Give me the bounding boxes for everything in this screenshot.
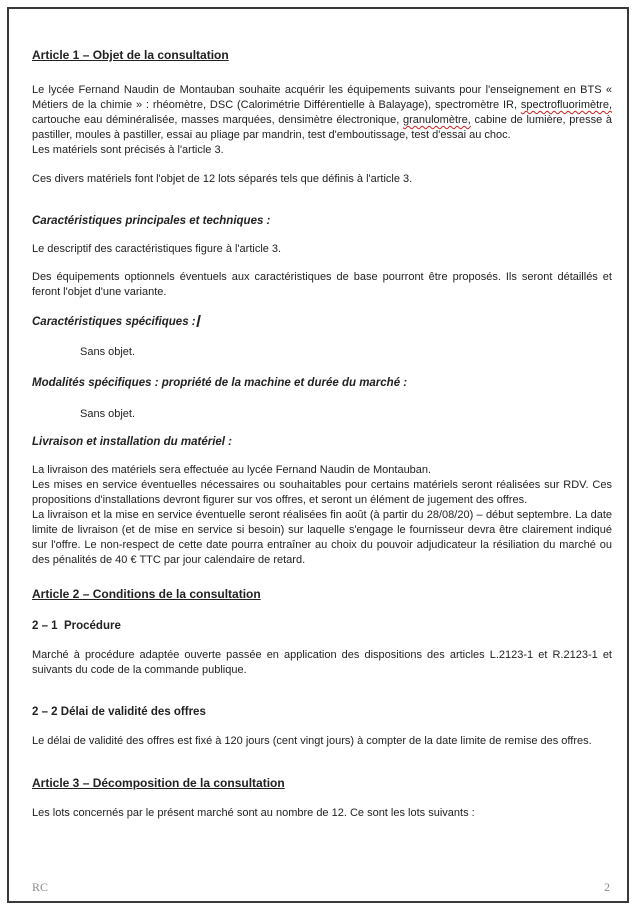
article3-heading: Article 3 – Décomposition de la consultation — [32, 776, 285, 790]
livraison-paragraph2: Les mises en service éventuelles nécessaires ou souhaitables pour certains matériels seront réalisées sur RDV. Ces propositions d'installations devront figurer sur vos offres, et seront un élément de jugement des offres. — [32, 479, 612, 506]
footer-document-reference: RC — [32, 880, 49, 894]
document-page — [7, 7, 629, 903]
paragraph-text: cabine de lumière, presse à pastiller, moules à pastiller, essai au pliage par mandrin, test d'emboutissage, test d'essai au choc. — [32, 114, 612, 141]
article1-heading: Article 1 – Objet de la consultation — [32, 48, 229, 62]
article1-paragraph2: Ces divers matériels font l'objet de 12 lots séparés tels que définis à l'article 3. — [32, 173, 413, 185]
article2-heading: Article 2 – Conditions de la consultation — [32, 587, 261, 601]
article3-paragraph1: Les lots concernés par le présent marché sont au nombre de 12. Ce sont les lots suivants : — [32, 807, 475, 819]
paragraph-text: cartouche eau déminéralisée, masses marquées, densimètre électronique, — [32, 114, 403, 126]
document-body — [9, 9, 627, 901]
article2-section1-paragraph: Marché à procédure adaptée ouverte passée en application des dispositions des articles L.2123-1 et R.2123-1 et suivants du code de la commande publique. — [32, 649, 612, 676]
subheading-livraison-installation: Livraison et installation du matériel : — [32, 436, 233, 448]
modalites-specifiques-sans-objet: Sans objet. — [80, 408, 136, 420]
subheading-text: Caractéristiques spécifiques : — [32, 316, 196, 328]
caracteristiques-specifiques-sans-objet: Sans objet. — [80, 346, 136, 358]
caracteristiques-principales-paragraph1: Le descriptif des caractéristiques figure à l'article 3. — [32, 243, 282, 255]
misspelled-word-granulometre: granulomètre, — [402, 114, 471, 126]
paragraph-text: Le lycée Fernand Naudin de Montauban souhaite acquérir les équipements suivants pour l'enseignement en BTS « Métiers de la chimie » : rhéomètre, DSC (Calorimétrie Différentielle à Balayage), spectromètre IR, — [32, 84, 612, 111]
subheading-caracteristiques-specifiques — [32, 313, 612, 330]
livraison-paragraph-group — [32, 463, 612, 568]
livraison-paragraph3: La livraison et la mise en service éventuelle seront réalisées fin août (à partir du 28/08/20) – début septembre. La date limite de livraison (et de mise en service si besoin) sur laquelle s'engage le fournisseur devra être clairement indiqué sur l'offre. Le non-respect de cette date pourra entraîner au choix du pouvoir adjudicateur la résiliation du marché ou des pénalités de 40 € TTC par jour calendaire de retard. — [32, 509, 612, 566]
livraison-paragraph1: La livraison des matériels sera effectuée au lycée Fernand Naudin de Montauban. — [32, 464, 432, 476]
article2-section1-heading: 2 – 1 Procédure — [32, 620, 121, 632]
article2-section2-paragraph: Le délai de validité des offres est fixé à 120 jours (cent vingt jours) à compter de la date limite de remise des offres. — [32, 735, 592, 747]
caracteristiques-principales-paragraph2: Des équipements optionnels éventuels aux caractéristiques de base pourront être proposés. Ils seront détaillés et feront l'objet d'une variante. — [32, 271, 612, 298]
text-cursor — [196, 315, 200, 327]
misspelled-word-spectrofluorimetre: spectrofluorimètre, — [520, 99, 612, 111]
article1-paragraph1 — [32, 83, 612, 143]
article1-paragraph1-lastline: Les matériels sont précisés à l'article 3. — [32, 144, 224, 156]
subheading-modalites-specifiques: Modalités spécifiques : propriété de la machine et durée du marché : — [32, 377, 408, 389]
article2-section2-heading: 2 – 2 Délai de validité des offres — [32, 706, 206, 718]
footer-page-number: 2 — [604, 880, 610, 894]
page-footer — [32, 880, 610, 894]
subheading-caracteristiques-principales: Caractéristiques principales et techniques : — [32, 215, 271, 227]
